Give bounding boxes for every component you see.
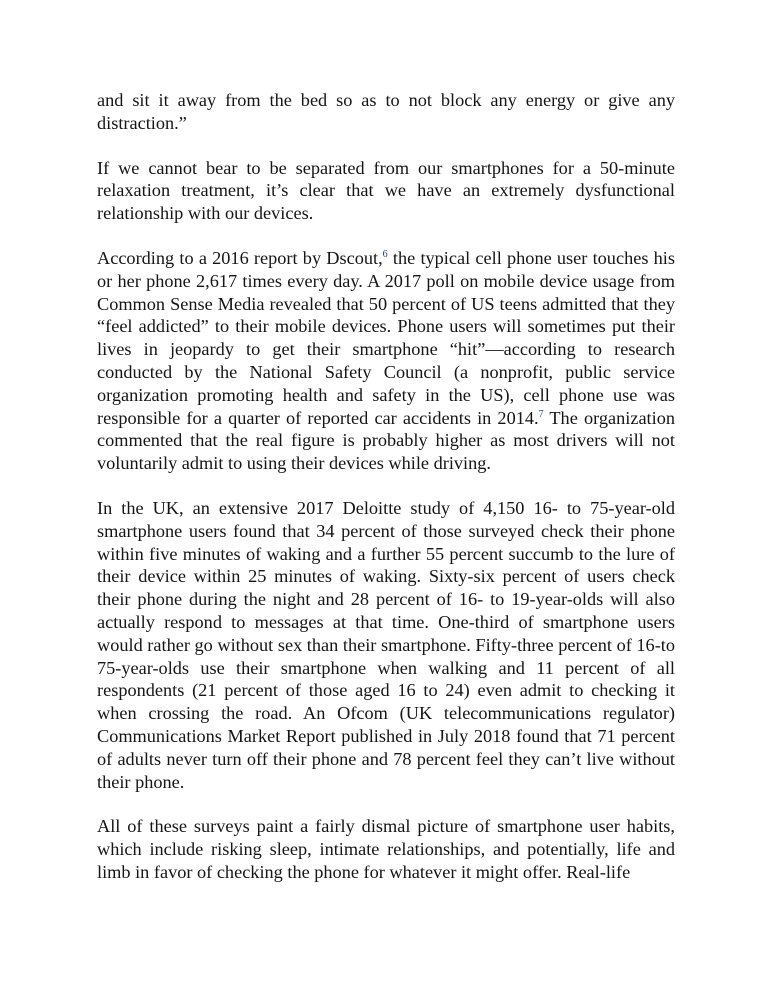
footnote-reference-6[interactable]: 6 (382, 248, 388, 260)
body-text (97, 89, 675, 884)
paragraph-2 (97, 157, 675, 225)
footnote-reference-7[interactable]: 7 (538, 408, 544, 420)
paragraph-4 (97, 497, 675, 793)
paragraph-text: and sit it away from the bed so as to not block any energy or give any distraction.” (97, 90, 675, 133)
paragraph-text: All of these surveys paint a fairly dismal picture of smartphone user habits, which include risking sleep, intimate relationships, and potentially, life and limb in favor of checking the phone for whatever it might offer. Real-life (97, 816, 675, 882)
paragraph-3 (97, 247, 675, 475)
paragraph-text: the typical cell phone user touches his or her phone 2,617 times every day. A 2017 poll on mobile device usage from Common Sense Media revealed that 50 percent of US teens admitted that they “feel addicted” to their mobile devices. Phone users will sometimes put their lives in jeopardy to get their smartphone “hit”—according to research conducted by the National Safety Council (a nonprofit, public service organization promoting health and safety in the US), cell phone use was responsible for a quarter of reported car accidents in 2014. (97, 247, 675, 428)
paragraph-text: According to a 2016 report by Dscout, (97, 247, 383, 268)
paragraph-text: In the UK, an extensive 2017 Deloitte study of 4,150 16- to 75-year-old smartphone users found that 34 percent of those surveyed check their phone within five minutes of waking and a further 55 percent succumb to the lure of their device within 25 minutes of waking. Sixty-six percent of users check their phone during the night and 28 percent of 16- to 19-year-olds will also actually respond to messages at that time. One-third of smartphone users would rather go without sex than their smartphone. Fifty-three percent of 16-to 75-year-olds use their smartphone when walking and 11 percent of all respondents (21 percent of those aged 16 to 24) even admit to checking it when crossing the road. An Ofcom (UK telecommunications regulator) Communications Market Report published in July 2018 found that 71 percent of adults never turn off their phone and 78 percent feel they can’t live without their phone. (97, 497, 675, 792)
paragraph-text: The organization commented that the real figure is probably higher as most drivers will not voluntarily admit to using their devices while driving. (97, 407, 675, 474)
paragraph-5 (97, 815, 675, 883)
paragraph-text: If we cannot bear to be separated from our smartphones for a 50-minute relaxation treatment, it’s clear that we have an extremely dysfunctional relationship with our devices. (97, 157, 675, 224)
paragraph-1 (97, 89, 675, 135)
